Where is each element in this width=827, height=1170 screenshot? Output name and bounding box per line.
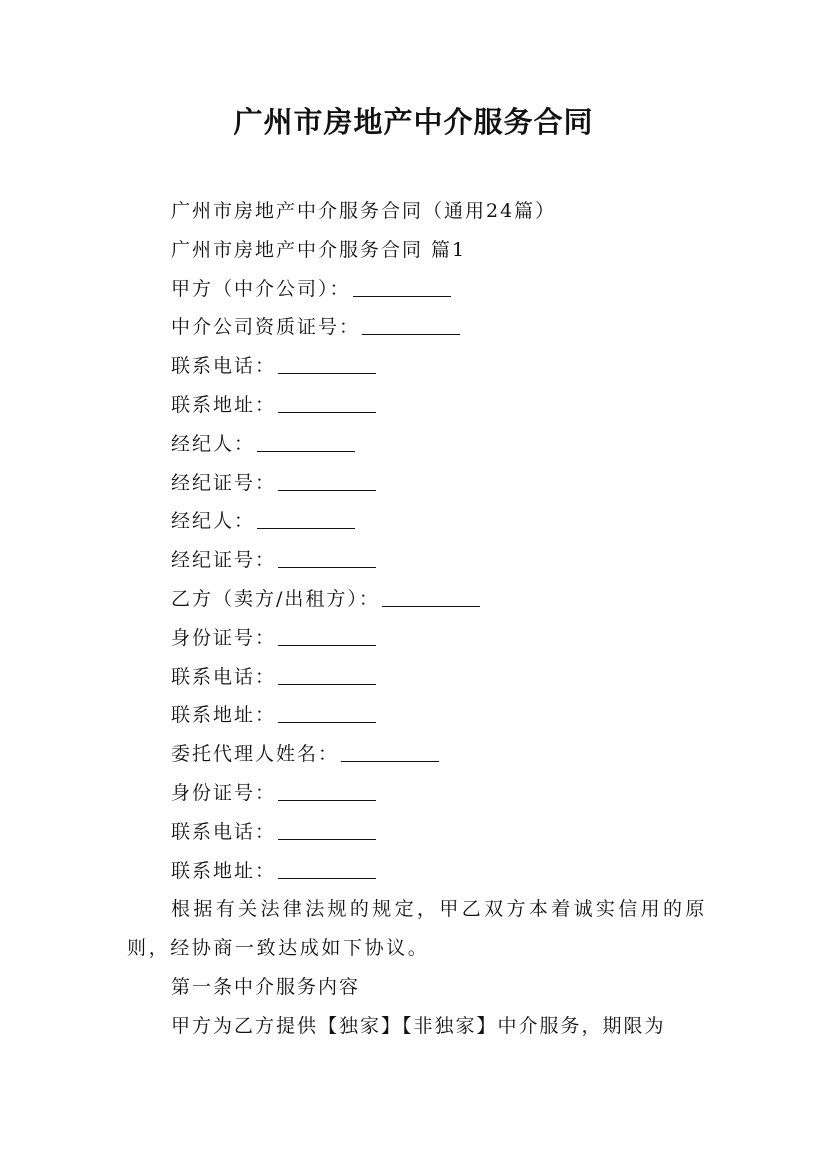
blank-line [278,543,376,568]
field-label: 经纪人： [171,510,256,533]
blank-line [362,310,460,335]
blank-line [278,776,376,801]
section-heading: 广州市房地产中介服务合同 篇1 [171,238,467,261]
field-agent-phone [127,813,712,852]
blank-line [278,660,376,685]
field-label: 甲方（中介公司）： [171,277,351,300]
field-label: 联系地址： [171,704,277,727]
blank-line [341,737,439,762]
field-label: 身份证号： [171,626,277,649]
blank-line [278,854,376,879]
field-label: 联系地址： [171,393,277,416]
field-broker-2-license [127,541,712,580]
field-agent-id [127,774,712,813]
article-1-text: 甲方为乙方提供【独家】【非独家】中介服务，期限为 [171,1014,666,1037]
field-broker-1 [127,425,712,464]
blank-line [278,698,376,723]
blank-line [382,582,480,607]
blank-line [278,621,376,646]
document-title: 广州市房地产中介服务合同 [233,105,594,139]
article-1-heading: 第一条中介服务内容 [171,975,361,998]
field-party-b-address [127,696,712,735]
field-broker-1-license [127,464,712,503]
document-subtitle: 广州市房地产中介服务合同（通用24篇） [171,200,557,222]
field-label: 经纪证号： [171,471,277,494]
field-label: 委托代理人姓名： [171,743,340,766]
field-party-b [127,580,712,619]
field-party-b-phone [127,658,712,697]
field-label: 身份证号： [171,781,277,804]
blank-line [353,272,451,297]
field-broker-2 [127,502,712,541]
document-body [127,192,712,1046]
field-label: 联系电话： [171,355,277,378]
intro-paragraph: 根据有关法律法规的规定，甲乙双方本着诚实信用的原则，经协商一致达成如下协议。 [127,898,707,960]
field-label: 中介公司资质证号： [171,316,361,339]
field-label: 经纪证号： [171,549,277,572]
field-label: 乙方（卖方/出租方）： [171,587,380,610]
field-label: 联系地址： [171,859,277,882]
field-party-b-id [127,619,712,658]
blank-line [257,504,355,529]
blank-line [257,427,355,452]
blank-line [278,349,376,374]
field-label: 联系电话： [171,665,277,688]
field-label: 经纪人： [171,432,256,455]
field-party-a [127,270,712,309]
field-agent-address [127,852,712,891]
blank-line [278,815,376,840]
blank-line [278,466,376,491]
field-agency-license [127,308,712,347]
field-party-a-address [127,386,712,425]
field-party-a-phone [127,347,712,386]
field-label: 联系电话： [171,820,277,843]
field-agent-name [127,735,712,774]
blank-line [278,388,376,413]
